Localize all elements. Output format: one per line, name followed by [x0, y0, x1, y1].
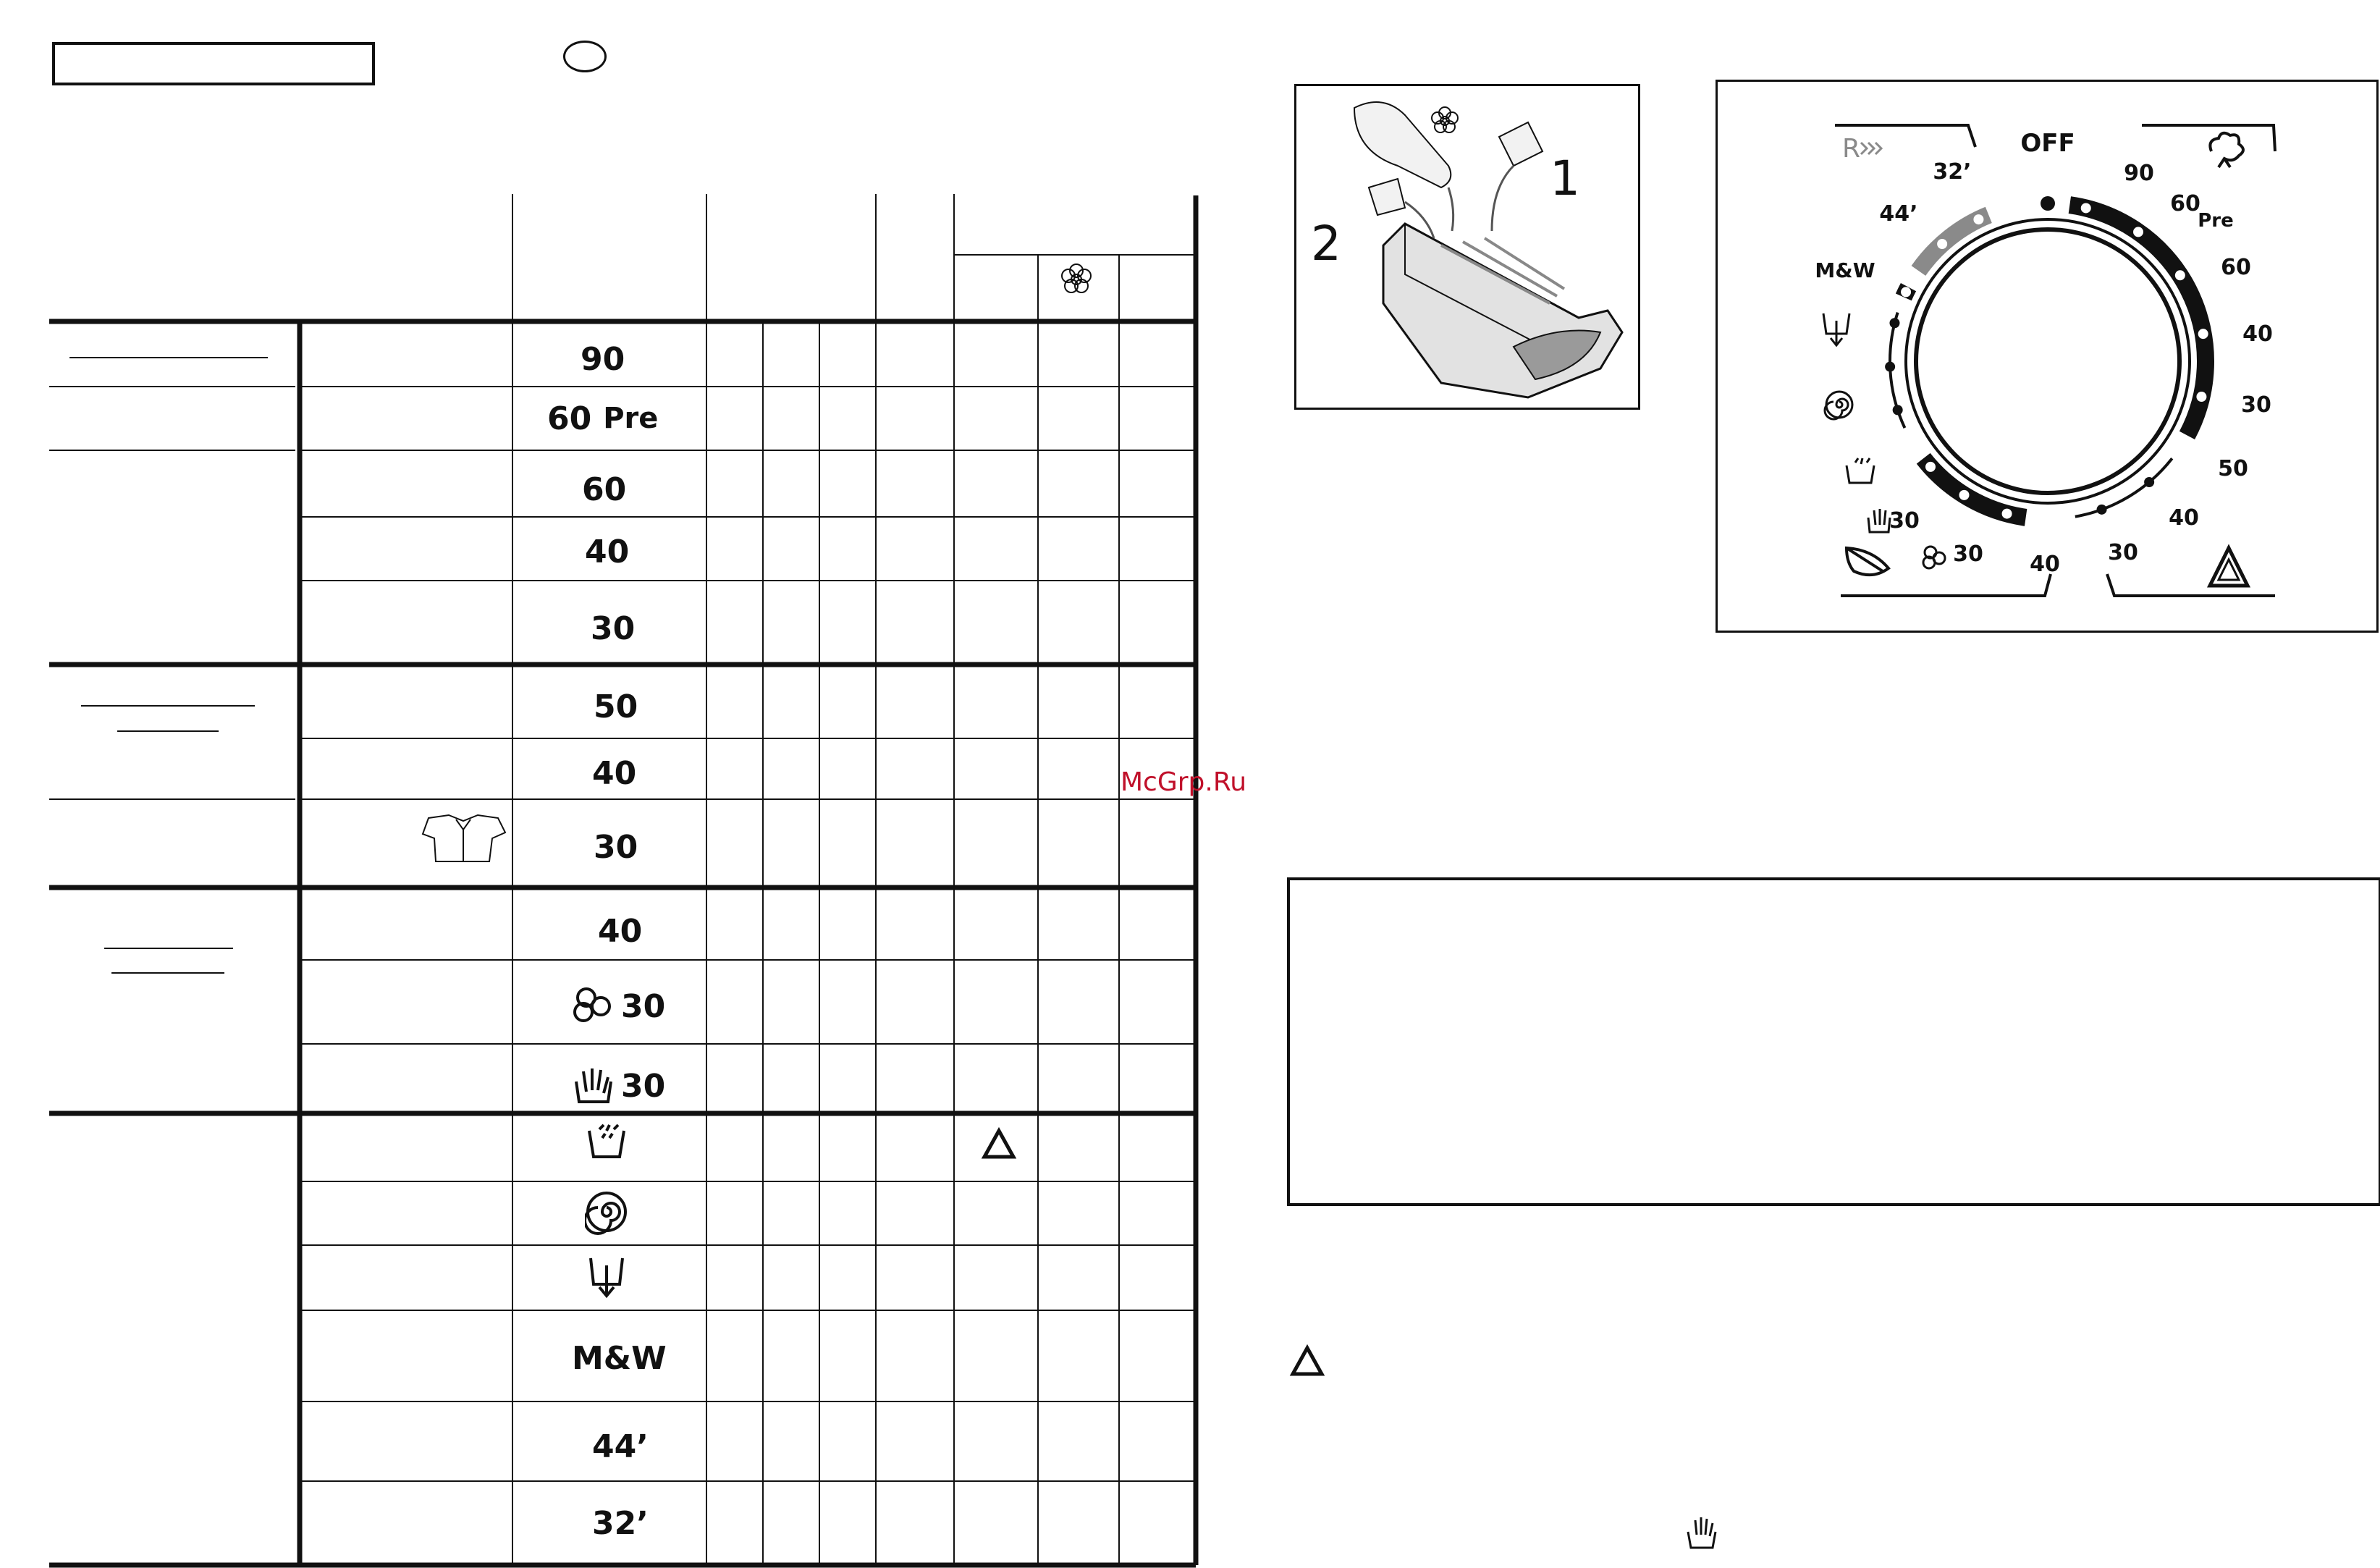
synthetic-triangle-icon: [2210, 548, 2248, 586]
dial-position-dot: [2133, 227, 2143, 237]
programme-label: [592, 751, 636, 795]
programme-label: [592, 1501, 649, 1545]
dial-position-dot: [2081, 203, 2091, 213]
dial-mw-label: M&W: [1815, 258, 1875, 282]
dial-position-dot: [2097, 505, 2107, 515]
dispenser-drawing: [1296, 86, 1638, 408]
rinse-icon: [1847, 458, 1874, 483]
programme-temperature: 30: [591, 610, 636, 647]
programme-temperature: 60: [582, 471, 627, 508]
dial-position-dot: [1973, 214, 1983, 224]
dial-position-dot: [2144, 477, 2154, 487]
dial-inner-ring: [1916, 229, 2179, 493]
compartment-1-label: 1: [1550, 151, 1580, 206]
dial-synthetic-temp: 50: [2218, 456, 2248, 481]
hand-wash-icon: [1681, 1510, 1724, 1554]
dial-synthetic-temp: 40: [2169, 505, 2199, 531]
dial-cotton-temp: 60: [2221, 255, 2251, 280]
dial-position-dot: [1901, 287, 1911, 297]
programme-temperature: 50: [594, 688, 638, 725]
programme-label: [592, 1425, 649, 1468]
dial-position-dot: [1885, 362, 1895, 372]
dial-position-dot: [1937, 239, 1947, 249]
dispenser-figure: [1294, 84, 1640, 410]
compartment-2-label: 2: [1311, 216, 1341, 271]
drain-icon: [1823, 313, 1849, 345]
dial-position-dot: [1893, 405, 1903, 415]
programme-dial: [1718, 82, 2376, 631]
svg-text:R: R: [1842, 134, 1861, 164]
dial-figure: [1716, 80, 2379, 633]
delicate-feather-icon: [1847, 548, 1889, 575]
dial-position-dot: [2175, 270, 2185, 280]
dial-cotton-temp: 60: [2170, 191, 2200, 216]
cotton-icon: [2210, 133, 2243, 167]
programme-temperature: 30: [621, 987, 666, 1025]
programme-label: [585, 1124, 634, 1167]
programme-temperature: 60: [547, 400, 592, 437]
rinse-icon: [585, 1124, 628, 1167]
programme-temperature: 44’: [592, 1428, 649, 1465]
dial-delicate-temp: 30: [1889, 508, 1920, 534]
dial-outer-ring: [1906, 219, 2190, 503]
dial-synthetic-temp: 30: [2108, 540, 2138, 565]
programme-label: [594, 685, 638, 728]
prewash-label: Pre: [603, 402, 659, 435]
wool-icon: [572, 985, 615, 1028]
dial-delicate-temp: 40: [2030, 552, 2060, 577]
dial-pre-label: Pre: [2198, 210, 2234, 232]
dial-rapid-44-label: 44’: [1879, 201, 1918, 227]
programme-label: [547, 397, 658, 440]
programme-label: [572, 985, 665, 1028]
shirt-icon: [423, 815, 505, 861]
programme-temperature: 90: [581, 340, 625, 378]
dial-position-dot: [1889, 318, 1899, 328]
drain-icon: [585, 1255, 628, 1299]
programme-temperature: 30: [621, 1067, 666, 1105]
dial-cotton-temp: 40: [2242, 321, 2273, 347]
dial-position-dot: [2002, 509, 2012, 519]
dial-rapid-32-label: 32’: [1933, 159, 1972, 185]
programme-label: [581, 337, 625, 381]
programme-label: [598, 909, 642, 953]
wool-icon: [1923, 547, 1945, 568]
watermark-text: McGrp.Ru: [1121, 767, 1247, 797]
programme-label: [585, 1255, 634, 1299]
softener-flower-icon: [1432, 107, 1458, 132]
rapid-icon: [1842, 134, 1881, 164]
synthetic-bracket: [2107, 574, 2275, 596]
hand-wash-icon: [1868, 509, 1890, 532]
programme-temperature: 40: [598, 912, 643, 950]
dial-position-dot: [1959, 490, 1969, 500]
programme-label: [594, 825, 638, 869]
programme-label: [572, 1064, 665, 1108]
delicate-bracket: [1841, 574, 2051, 596]
programme-label: [572, 1336, 667, 1380]
programme-temperature: 40: [585, 533, 630, 570]
spin-icon: [1825, 392, 1852, 419]
warning-triangle-icon: [984, 1131, 1013, 1157]
spin-icon: [585, 1192, 628, 1235]
programme-label: [591, 607, 635, 650]
dial-off-label: OFF: [2020, 129, 2075, 158]
dial-position-dot: [2041, 196, 2055, 211]
softener-flower-icon: [1062, 264, 1091, 292]
dial-position-dot: [2198, 329, 2208, 339]
dial-cotton-temp: 90: [2124, 161, 2154, 186]
dial-position-dot: [2196, 392, 2206, 402]
programme-label: [585, 1192, 634, 1235]
note-box: [1287, 877, 2380, 1206]
dial-cotton-temp: 30: [2241, 392, 2271, 418]
programme-label: [582, 468, 626, 511]
hand-wash-icon: [572, 1064, 615, 1108]
programme-temperature: 30: [594, 828, 638, 866]
programme-label: [585, 530, 629, 573]
programme-temperature: M&W: [572, 1339, 667, 1377]
programme-temperature: 40: [592, 754, 637, 792]
warning-triangle-icon: [1281, 1339, 1339, 1383]
dial-delicate-temp: 30: [1953, 541, 1983, 567]
cotton-bracket: [2142, 125, 2275, 151]
dial-position-dot: [1925, 462, 1936, 472]
programme-temperature: 32’: [592, 1504, 649, 1542]
